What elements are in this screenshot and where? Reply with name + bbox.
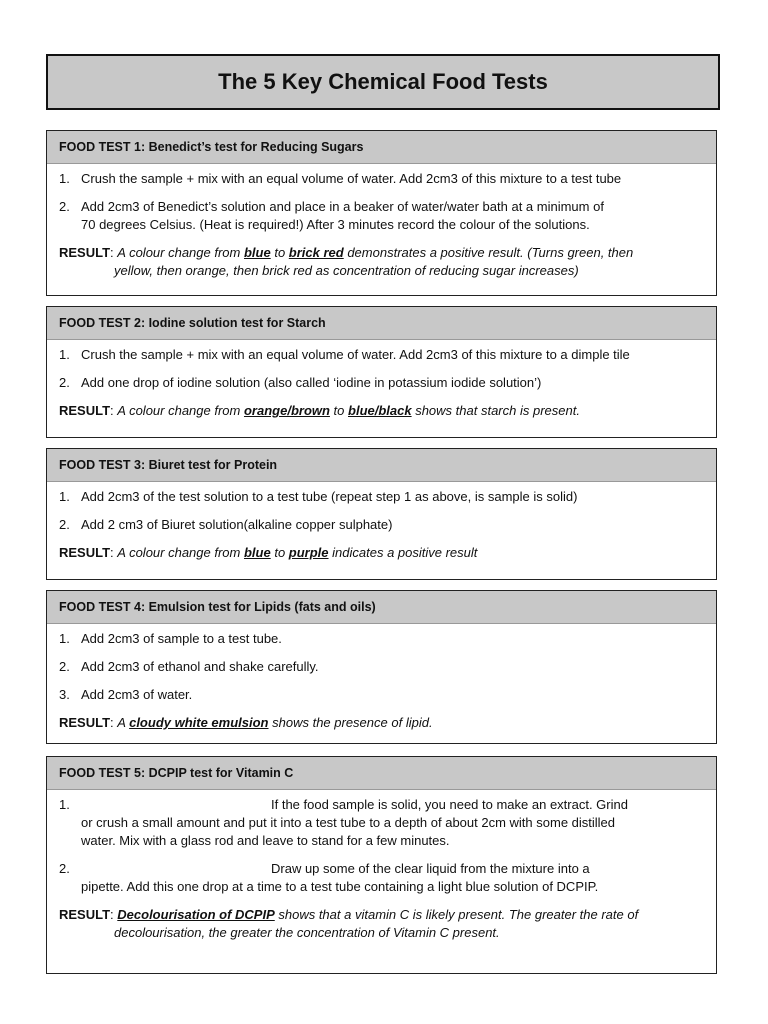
food-test-5-header: FOOD TEST 5: DCPIP test for Vitamin C (47, 757, 716, 790)
step-text: Add 2 cm3 of Biuret solution(alkaline copper sulphate) (81, 517, 393, 532)
result-highlight: blue (243, 245, 271, 260)
result-label: RESULT (59, 545, 111, 560)
step-line: pipette. Add this one drop at a time to a test tube containing a light blue solution of DCPIP. (81, 879, 599, 894)
food-test-4-panel (46, 590, 717, 744)
result-label: RESULT (59, 403, 111, 418)
list-item (59, 860, 706, 896)
result-text: demonstrates a positive result. (Turns green, then (343, 245, 634, 260)
list-item (59, 516, 706, 534)
food-test-5-panel (46, 756, 717, 974)
result-text: shows that a vitamin C is likely present. The greater the rate of (274, 907, 639, 922)
result-text: A colour change from (117, 403, 244, 418)
food-test-2-panel (46, 306, 717, 438)
step-text: Add 2cm3 of sample to a test tube. (81, 631, 282, 646)
result-statement (59, 714, 706, 732)
step-line: or crush a small amount and put it into a test tube to a depth of about 2cm with some distilled (81, 815, 616, 830)
food-test-1-body (47, 164, 716, 280)
step-text: Add 2cm3 of water. (81, 687, 193, 702)
list-item (59, 198, 706, 234)
step-line: Add 2cm3 of Benedict’s solution and place in a beaker of water/water bath at a minimum of (81, 199, 604, 214)
step-number: 2. (59, 199, 70, 214)
result-statement (59, 244, 706, 280)
step-number: 2. (59, 659, 70, 674)
list-item (59, 630, 706, 648)
list-item (59, 796, 706, 850)
step-number: 1. (59, 171, 70, 186)
list-item (59, 488, 706, 506)
step-text: Add 2cm3 of ethanol and shake carefully. (81, 659, 319, 674)
result-label: RESULT (59, 907, 111, 922)
result-highlight: Decolourisation of DCPIP (117, 907, 275, 922)
result-highlight: purple (288, 545, 329, 560)
result-text: A (117, 715, 130, 730)
result-text: to (270, 545, 289, 560)
result-text: shows that starch is present. (411, 403, 580, 418)
food-test-1-header: FOOD TEST 1: Benedict’s test for Reducing Sugars (47, 131, 716, 164)
result-separator: : (110, 245, 118, 260)
result-separator: : (110, 403, 118, 418)
food-test-3-panel (46, 448, 717, 580)
result-text: A colour change from (117, 245, 244, 260)
result-separator: : (110, 545, 118, 560)
step-number: 1. (59, 631, 70, 646)
step-line: 70 degrees Celsius. (Heat is required!) After 3 minutes record the colour of the solutions. (81, 217, 590, 232)
result-text: to (329, 403, 349, 418)
food-test-5-body (47, 790, 716, 942)
result-highlight: blue/black (348, 403, 412, 418)
food-test-3-header: FOOD TEST 3: Biuret test for Protein (47, 449, 716, 482)
result-highlight: cloudy white emulsion (129, 715, 269, 730)
result-highlight: brick red (288, 245, 344, 260)
list-item (59, 374, 706, 392)
list-item (59, 170, 706, 188)
food-test-3-body (47, 482, 716, 562)
step-text: Crush the sample + mix with an equal volume of water. Add 2cm3 of this mixture to a dimple tile (81, 347, 630, 362)
step-line: Draw up some of the clear liquid from the mixture into a (271, 861, 590, 876)
result-statement (59, 544, 706, 562)
food-test-4-body (47, 624, 716, 732)
result-highlight: orange/brown (243, 403, 330, 418)
result-text: to (270, 245, 289, 260)
result-separator: : (110, 715, 118, 730)
result-statement (59, 906, 706, 942)
step-number: 1. (59, 797, 70, 812)
step-line: If the food sample is solid, you need to make an extract. Grind (271, 797, 628, 812)
step-number: 1. (59, 489, 70, 504)
step-line: water. Mix with a glass rod and leave to stand for a few minutes. (81, 833, 450, 848)
result-label: RESULT (59, 715, 111, 730)
result-text: indicates a positive result (328, 545, 478, 560)
step-text: Add one drop of iodine solution (also called ‘iodine in potassium iodide solution’) (81, 375, 542, 390)
result-separator: : (110, 907, 118, 922)
step-number: 2. (59, 375, 70, 390)
result-highlight: blue (243, 545, 271, 560)
food-test-4-header: FOOD TEST 4: Emulsion test for Lipids (fats and oils) (47, 591, 716, 624)
step-number: 1. (59, 347, 70, 362)
result-continuation: decolourisation, the greater the concentration of Vitamin C present. (114, 925, 500, 940)
result-continuation: yellow, then orange, then brick red as concentration of reducing sugar increases) (114, 263, 579, 278)
step-text: Crush the sample + mix with an equal volume of water. Add 2cm3 of this mixture to a test tube (81, 171, 622, 186)
step-text (81, 860, 706, 896)
result-text: shows the presence of lipid. (268, 715, 433, 730)
list-item (59, 686, 706, 704)
food-test-2-header: FOOD TEST 2: Iodine solution test for Starch (47, 307, 716, 340)
result-text: A colour change from (117, 545, 244, 560)
food-test-2-body (47, 340, 716, 420)
step-text: Add 2cm3 of the test solution to a test tube (repeat step 1 as above, is sample is solid) (81, 489, 578, 504)
step-text (81, 796, 706, 850)
food-test-1-panel (46, 130, 717, 296)
step-number: 2. (59, 517, 70, 532)
step-number: 3. (59, 687, 70, 702)
result-statement (59, 402, 706, 420)
list-item (59, 658, 706, 676)
result-label: RESULT (59, 245, 111, 260)
list-item (59, 346, 706, 364)
page-title: The 5 Key Chemical Food Tests (218, 69, 548, 94)
step-number: 2. (59, 861, 70, 876)
step-text (81, 198, 706, 234)
title-banner (46, 54, 720, 110)
